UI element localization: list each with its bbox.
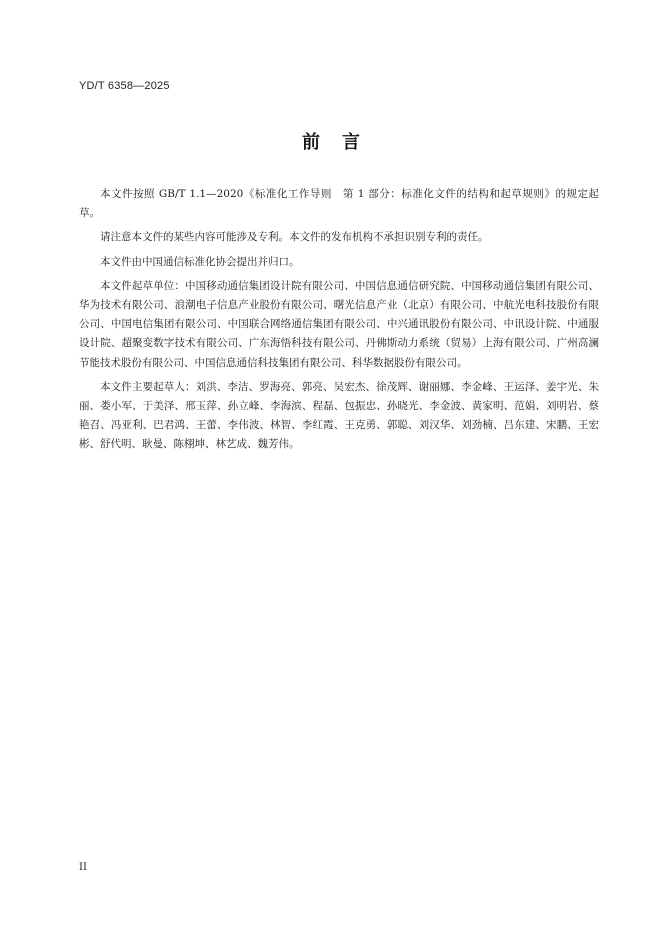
page-title: 前言 (302, 132, 382, 153)
paragraph-drafting-units: 本文件起草单位：中国移动通信集团设计院有限公司、中国信息通信研究院、中国移动通信集团有限公司、华为技术有限公司、浪潮电子信息产业股份有限公司、曙光信息产业（北京）有限公司、中航光电科技股份有限公司、中国电信集团有限公司、中国联合网络通信集团有限公司、中兴通讯股份有限公司、中讯设计院、中通服设计院、超聚变数字技术有限公司、广东海悟科技有限公司、丹佛斯动力系统（贸易）上海有限公司、广州高澜节能技术股份有限公司、中国信息通信科技集团有限公司、科华数据股份有限公司。 (79, 279, 599, 369)
foreword-body (79, 185, 599, 460)
document-number: YD/T 6358—2025 (79, 80, 170, 92)
paragraph-drafters: 本文件主要起草人：刘洪、李洁、罗海亮、郭亮、吴宏杰、徐茂辉、谢丽娜、李金峰、王运泽、姜宇光、朱丽、娄小军、于美泽、邢玉萍、孙立峰、李海滨、程磊、包振忠、孙晓光、李金波、黄家明、范娟、刘明岩、蔡艳召、冯亚利、巴君鸿、王蕾、李伟波、林智、李红霞、王克勇、郭聪、刘汉华、刘劲楠、吕东建、宋鹏、王宏彬、舒代明、耿曼、陈栩坤、林艺成、魏芳伟。 (79, 380, 599, 451)
paragraph-patent-notice: 请注意本文件的某些内容可能涉及专利。本文件的发布机构不承担识别专利的责任。 (100, 231, 489, 244)
page-number: II (79, 862, 87, 873)
paragraph-drafting-rules: 本文件按照 GB/T 1.1—2020《标准化工作导则 第 1 部分：标准化文件的结构和起草规则》的规定起草。 (79, 188, 599, 220)
paragraph-proposer: 本文件由中国通信标准化协会提出并归口。 (100, 255, 300, 268)
